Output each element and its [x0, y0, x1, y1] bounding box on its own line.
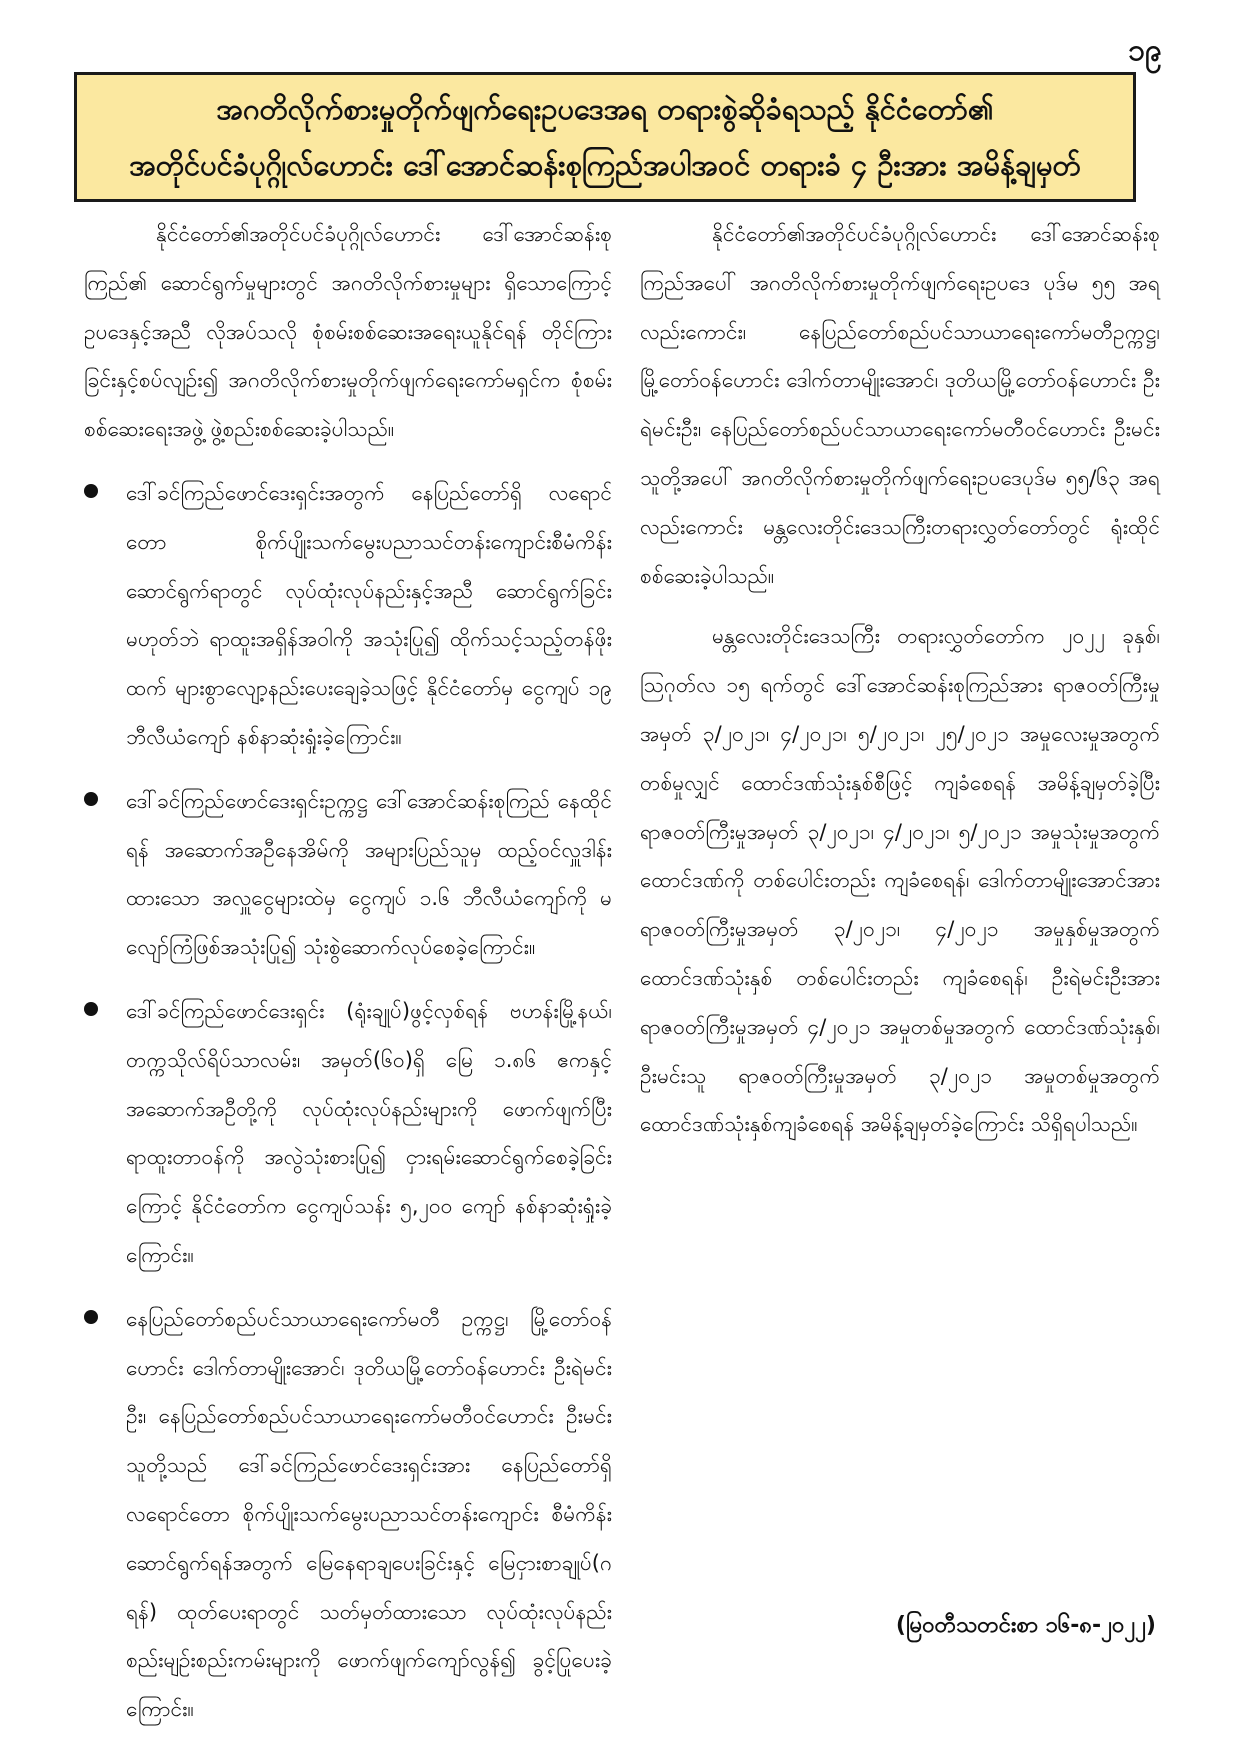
bullet-text: နေပြည်တော်စည်ပင်သာယာရေးကော်မတီ ဥက္ကဋ္ဌ၊ မြို့တော်ဝန်ဟောင်း ဒေါက်တာမျိုးအောင်၊ ဒုတိယမြို့တော်ဝန်ဟောင်း ဦးရဲမင်းဦး၊ နေပြည်တော်စည်ပင်သာယာရေးကော်မတီဝင်ဟောင်း ဦးမင်းသူတို့သည် ဒေါ်ခင်ကြည်ဖောင်ဒေးရှင်းအား နေပြည်တော်ရှိ လရောင်တော စိုက်ပျိုးသက်မွေးပညာသင်တန်းကျောင်း စီမံကိန်းဆောင်ရွက်ရန်အတွက် မြေနေရာချပေးခြင်းနှင့် မြေငှားစာချုပ်(ဂရန်) ထုတ်ပေးရာတွင် သတ်မှတ်ထားသော လုပ်ထုံးလုပ်နည်း စည်းမျဉ်းစည်းကမ်းများကို ဖောက်ဖျက်ကျော်လွန်၍ ခွင့်ပြုပေးခဲ့ကြောင်း။	[126, 1306, 612, 1722]
left-column	[84, 210, 612, 1734]
bullet-dot-icon	[84, 1310, 98, 1324]
page-number: ၁၉	[1128, 33, 1162, 68]
headline-line-2: အတိုင်ပင်ခံပုဂ္ဂိုလ်ဟောင်း ဒေါ်အောင်ဆန်းစုကြည်အပါအဝင် တရားခံ ၄ ဦးအား အမိန့်ချမှတ်	[129, 148, 1081, 182]
bullet-list	[84, 469, 612, 1734]
bullet-item-3	[84, 987, 612, 1280]
bullet-item-1	[84, 469, 612, 762]
source-citation: (မြဝတီသတင်းစာ ၁၆-၈-၂၀၂၂)	[895, 1613, 1156, 1638]
headline-line-1: အဂတိလိုက်စားမှုတိုက်ဖျက်ရေးဥပဒေအရ တရားစွဲဆိုခံရသည့် နိုင်ငံတော်၏	[216, 92, 994, 126]
bullet-dot-icon	[84, 484, 98, 498]
bullet-text: ဒေါ်ခင်ကြည်ဖောင်ဒေးရှင်းဥက္ကဋ္ဌ ဒေါ်အောင်ဆန်းစုကြည် နေထိုင်ရန် အဆောက်အဦနေအိမ်ကို အများပြည်သူမှ ထည့်ဝင်လှူဒါန်းထားသော အလှူငွေများထဲမှ ငွေကျပ် ၁.၆ ဘီလီယံကျော်ကို မလျော်ကြံဖြစ်အသုံးပြု၍ သုံးစွဲဆောက်လုပ်စေခဲ့ကြောင်း။	[126, 788, 612, 960]
verdict-paragraph: မန္တလေးတိုင်းဒေသကြီး တရားလွှတ်တော်က ၂၀၂၂ ခုနှစ်၊ ဩဂုတ်လ ၁၅ ရက်တွင် ဒေါ်အောင်ဆန်းစုကြည်အား ရာဇဝတ်ကြီးမှုအမှတ် ၃/၂၀၂၁၊ ၄/၂၀၂၁၊ ၅/၂၀၂၁၊ ၂၅/၂၀၂၁ အမှုလေးမှုအတွက် တစ်မှုလျှင် ထောင်ဒဏ်သုံးနှစ်စီဖြင့် ကျခံစေရန် အမိန့်ချမှတ်ခဲ့ပြီး ရာဇဝတ်ကြီးမှုအမှတ် ၃/၂၀၂၁၊ ၄/၂၀၂၁၊ ၅/၂၀၂၁ အမှုသုံးမှုအတွက် ထောင်ဒဏ်ကို တစ်ပေါင်းတည်း ကျခံစေရန်၊ ဒေါက်တာမျိုးအောင်အား ရာဇဝတ်ကြီးမှုအမှတ် ၃/၂၀၂၁၊ ၄/၂၀၂၁ အမှုနှစ်မှုအတွက် ထောင်ဒဏ်သုံးနှစ် တစ်ပေါင်းတည်း ကျခံစေရန်၊ ဦးရဲမင်းဦးအား ရာဇဝတ်ကြီးမှုအမှတ် ၄/၂၀၂၁ အမှုတစ်မှုအတွက် ထောင်ဒဏ်သုံးနှစ်၊ ဦးမင်းသူ ရာဇဝတ်ကြီးမှုအမှတ် ၃/၂၀၂၁ အမှုတစ်မှုအတွက် ထောင်ဒဏ်သုံးနှစ်ကျခံစေရန် အမိန့်ချမှတ်ခဲ့ကြောင်း သိရှိရပါသည်။	[640, 624, 1160, 1137]
headline-box	[74, 72, 1136, 202]
bullet-item-2	[84, 777, 612, 972]
bullet-item-4	[84, 1295, 612, 1734]
bullet-text: ဒေါ်ခင်ကြည်ဖောင်ဒေးရှင်းအတွက် နေပြည်တော်ရှိ လရောင်တော စိုက်ပျိုးသက်မွေးပညာသင်တန်းကျောင်းစီမံကိန်း ဆောင်ရွက်ရာတွင် လုပ်ထုံးလုပ်နည်းနှင့်အညီ ဆောင်ရွက်ခြင်းမဟုတ်ဘဲ ရာထူးအရှိန်အဝါကို အသုံးပြု၍ ထိုက်သင့်သည့်တန်ဖိုးထက် များစွာလျော့နည်းပေးချေခဲ့သဖြင့် နိုင်ငံတော်မှ ငွေကျပ် ၁၉ ဘီလီယံကျော် နစ်နာဆုံးရှုံးခဲ့ကြောင်း။	[126, 480, 612, 749]
right-column	[640, 210, 1160, 1149]
bullet-dot-icon	[84, 792, 98, 806]
intro-paragraph: နိုင်ငံတော်၏အတိုင်ပင်ခံပုဂ္ဂိုလ်ဟောင်း ဒေါ်အောင်ဆန်းစုကြည်၏ ဆောင်ရွက်မှုများတွင် အဂတိလိုက်စားမှုများ ရှိသောကြောင့် ဥပဒေနှင့်အညီ လိုအပ်သလို စုံစမ်းစစ်ဆေးအရေးယူနိုင်ရန် တိုင်ကြားခြင်းနှင့်စပ်လျဉ်း၍ အဂတိလိုက်စားမှုတိုက်ဖျက်ရေးကော်မရှင်က စုံစမ်းစစ်ဆေးရေးအဖွဲ့ ဖွဲ့စည်းစစ်ဆေးခဲ့ပါသည်။	[84, 222, 612, 442]
charges-paragraph: နိုင်ငံတော်၏အတိုင်ပင်ခံပုဂ္ဂိုလ်ဟောင်း ဒေါ်အောင်ဆန်းစုကြည်အပေါ် အဂတိလိုက်စားမှုတိုက်ဖျက်ရေးဥပဒေ ပုဒ်မ ၅၅ အရလည်းကောင်း၊ နေပြည်တော်စည်ပင်သာယာရေးကော်မတီဥက္ကဋ္ဌ၊ မြို့တော်ဝန်ဟောင်း ဒေါက်တာမျိုးအောင်၊ ဒုတိယမြို့တော်ဝန်ဟောင်း ဦးရဲမင်းဦး၊ နေပြည်တော်စည်ပင်သာယာရေးကော်မတီဝင်ဟောင်း ဦးမင်းသူတို့အပေါ် အဂတိလိုက်စားမှုတိုက်ဖျက်ရေးဥပဒေပုဒ်မ ၅၅/၆၃ အရလည်းကောင်း မန္တလေးတိုင်းဒေသကြီးတရားလွှတ်တော်တွင် ရုံးထိုင်စစ်ဆေးခဲ့ပါသည်။	[640, 222, 1160, 588]
bullet-dot-icon	[84, 1002, 98, 1016]
bullet-text: ဒေါ်ခင်ကြည်ဖောင်ဒေးရှင်း (ရုံးချုပ်)ဖွင့်လှစ်ရန် ဗဟန်းမြို့နယ်၊ တက္ကသိုလ်ရိပ်သာလမ်း၊ အမှတ်(၆၀)ရှိ မြေ ၁.၈၆ ဧကနှင့် အဆောက်အဦတို့ကို လုပ်ထုံးလုပ်နည်းများကို ဖောက်ဖျက်ပြီး ရာထူးတာဝန်ကို အလွဲသုံးစားပြု၍ ငှားရမ်းဆောင်ရွက်စေခဲ့ခြင်းကြောင့် နိုင်ငံတော်က ငွေကျပ်သန်း ၅,၂၀၀ ကျော် နစ်နာဆုံးရှုံးခဲ့ကြောင်း။	[126, 998, 612, 1267]
